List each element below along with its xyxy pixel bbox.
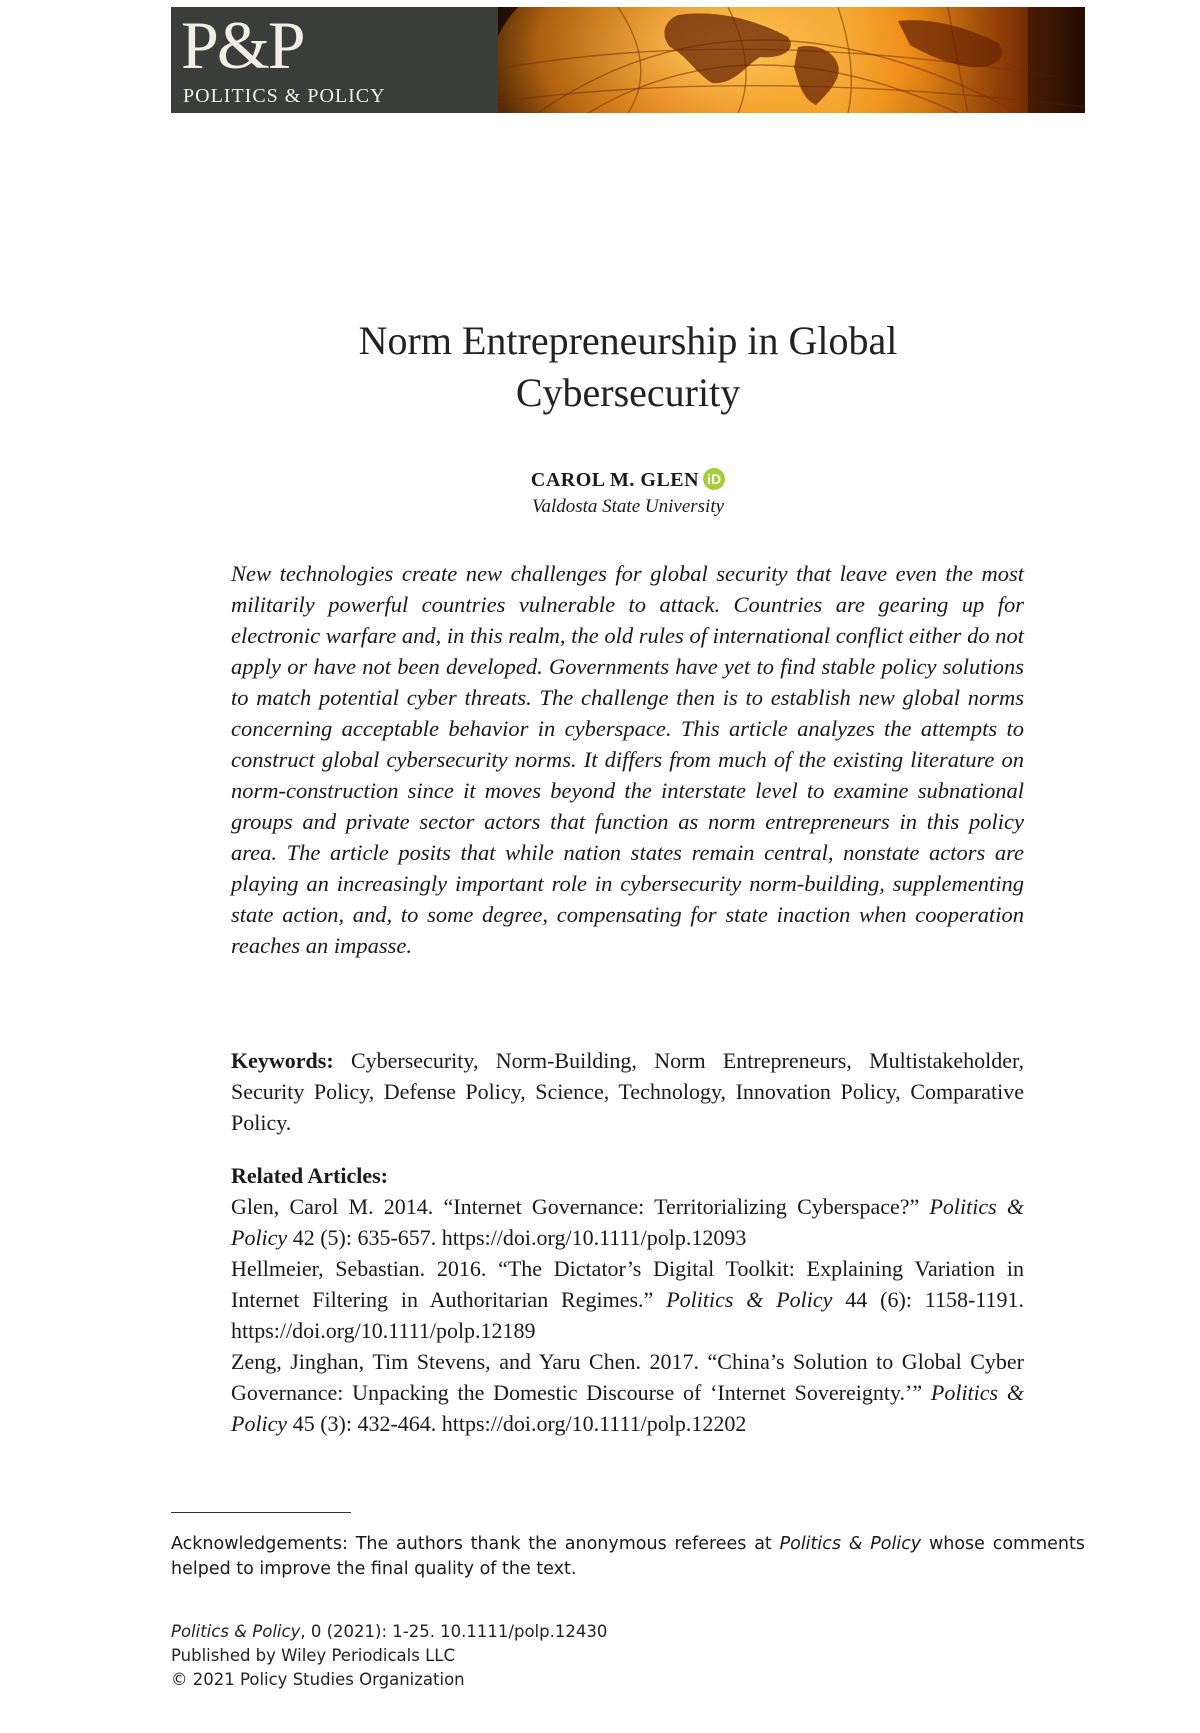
citation-journal: Politics & Policy: [171, 1622, 301, 1641]
reference-text: Zeng, Jinghan, Tim Stevens, and Yaru Chen. 2017. “China’s Solution to Global Cyber Governance: Unpacking the Domestic Discourse of ‘Internet Sovereignty.’”: [231, 1349, 1024, 1405]
reference-details: 45 (3): 432-464. https://doi.org/10.1111/polp.12202: [287, 1411, 747, 1436]
journal-logo-subtitle: POLITICS & POLICY: [183, 85, 386, 107]
article-title-line-1: Norm Entrepreneurship in Global: [358, 318, 898, 363]
article-title-line-2: Cybersecurity: [515, 370, 741, 415]
related-article-item[interactable]: [231, 1346, 1024, 1439]
journal-header-banner: [171, 7, 1085, 113]
publisher-line: Published by Wiley Periodicals LLC: [171, 1646, 455, 1665]
abstract: New technologies create new challenges for global security that leave even the most militarily powerful countries vulnerable to attack. Countries are gearing up for electronic warfare and, in this realm, the old rules of international conflict either do not apply or have not been developed. Governments have yet to find stable policy solutions to match potential cyber threats. The challenge then is to establish new global norms concerning acceptable behavior in cyberspace. This article analyzes the attempts to construct global cybersecurity norms. It differs from much of the existing literature on norm-construction since it moves beyond the interstate level to examine subnational groups and private sector actors that function as norm entrepreneurs in this policy area. The article posits that while nation states remain central, nonstate actors are playing an increasingly important role in cybersecurity norm-building, supplementing state action, and, to some degree, compensating for state inaction when cooperation reaches an impasse.: [231, 561, 1024, 958]
reference-journal: Politics & Policy: [666, 1287, 833, 1312]
copyright-line: © 2021 Policy Studies Organization: [171, 1670, 465, 1689]
keywords-list: Cybersecurity, Norm-Building, Norm Entrepreneurs, Multistakeholder, Security Policy, Defense Policy, Science, Technology, Innovation Policy, Comparative Policy.: [231, 1048, 1024, 1135]
acknowledgement-journal: Politics & Policy: [779, 1534, 922, 1554]
article-title: [171, 315, 1085, 419]
reference-text: Glen, Carol M. 2014. “Internet Governance: Territorializing Cyberspace?”: [231, 1194, 930, 1219]
globe-icon: [498, 7, 1085, 113]
journal-logo-mark: P&P: [181, 7, 304, 83]
related-article-item[interactable]: [231, 1191, 1024, 1253]
journal-logo-panel: [171, 7, 498, 113]
keywords-label: Keywords:: [231, 1048, 334, 1073]
author-affiliation: Valdosta State University: [531, 496, 725, 517]
citation-details: , 0 (2021): 1-25. 10.1111/polp.12430: [300, 1622, 608, 1641]
author-block: [171, 468, 1085, 518]
related-article-item[interactable]: [231, 1253, 1024, 1346]
footnote-divider: [171, 1512, 351, 1513]
keywords: [231, 1045, 1024, 1138]
related-articles: [231, 1160, 1024, 1439]
acknowledgement-text-end: whose comments helped to improve the final quality of the text.: [171, 1534, 1085, 1579]
acknowledgement-footnote: [171, 1532, 1085, 1582]
reference-journal: Politics & Policy: [231, 1194, 1025, 1250]
citation-line: [171, 1620, 607, 1644]
acknowledgement-text: Acknowledgements: The authors thank the anonymous referees at: [171, 1534, 780, 1554]
author-name: CAROL M. GLEN: [530, 469, 700, 491]
reference-journal: Politics & Policy: [231, 1380, 1024, 1436]
reference-details: 44 (6): 1158-1191. https://doi.org/10.1111/polp.12189: [231, 1287, 1024, 1343]
orcid-icon[interactable]: iD: [703, 468, 725, 490]
reference-text: Hellmeier, Sebastian. 2016. “The Dictator’s Digital Toolkit: Explaining Variation in Internet Filtering in Authoritarian Regimes.”: [231, 1256, 1024, 1312]
globe-banner-image: [498, 7, 1085, 113]
related-articles-heading: Related Articles:: [231, 1163, 388, 1188]
publication-info: [171, 1620, 607, 1692]
reference-details: 42 (5): 635-657. https://doi.org/10.1111/polp.12093: [287, 1225, 747, 1250]
